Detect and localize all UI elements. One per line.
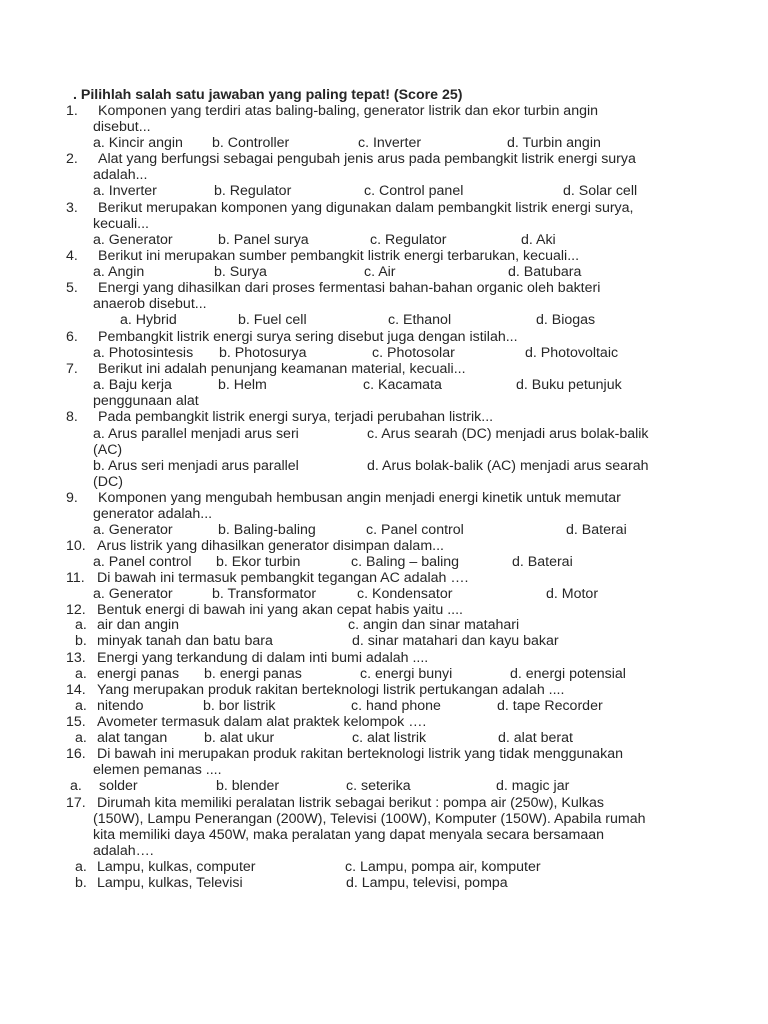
question-text: adalah….	[93, 843, 154, 859]
question-text: Di bawah ini merupakan produk rakitan berteknologi listrik yang tidak menggunakan	[97, 746, 624, 762]
option-a: a. Baju kerja	[93, 377, 172, 393]
option-a: a. Generator	[93, 232, 173, 248]
option-b: b. blender	[216, 778, 280, 794]
question-text: Berikut ini adalah penunjang keamanan material, kecuali...	[98, 361, 466, 377]
option-d: d. sinar matahari dan kayu bakar	[352, 633, 559, 649]
option-c: c. Kondensator	[357, 586, 453, 602]
option-c: c. Photosolar	[372, 345, 455, 361]
question-number: 13.	[66, 650, 86, 666]
option-c: c. angin dan sinar matahari	[348, 617, 520, 633]
question-number: 9.	[66, 490, 78, 506]
option-c: c. Arus searah (DC) menjadi arus bolak-balik	[367, 426, 649, 442]
question-text: Yang merupakan produk rakitan berteknologi listrik pertukangan adalah ....	[97, 682, 565, 698]
option-a: a. Inverter	[93, 183, 157, 199]
question-text: Bentuk energi di bawah ini yang akan cepat habis yaitu ....	[97, 602, 463, 618]
option-c: c. Air	[364, 264, 396, 280]
question-number: 14.	[66, 682, 86, 698]
option-b: b. energi panas	[204, 666, 302, 682]
option-b: b. Transformator	[212, 586, 317, 602]
question-number: 8.	[66, 409, 78, 425]
option-d: d. energi potensial	[510, 666, 626, 682]
option-a: a. Arus parallel menjadi arus seri	[93, 426, 299, 442]
section-header: . Pilihlah salah satu jawaban yang paling tepat! (Score 25)	[73, 87, 463, 103]
question-number: 17.	[66, 795, 86, 811]
option-c: c. energi bunyi	[360, 666, 453, 682]
option-b: Lampu, kulkas, Televisi	[97, 875, 243, 891]
question-text: Avometer termasuk dalam alat praktek kelompok ….	[97, 714, 427, 730]
option-a: solder	[99, 778, 138, 794]
option-letter: a.	[70, 778, 82, 794]
option-letter: a.	[75, 730, 87, 746]
question-text: kita memiliki daya 450W, maka peralatan yang dapat menyala secara bersamaan	[93, 827, 605, 843]
option-b: b. Fuel cell	[238, 312, 307, 328]
option-a: a. Panel control	[93, 554, 192, 570]
option-c: c. Regulator	[370, 232, 447, 248]
question-number: 5.	[66, 280, 78, 296]
question-text: kecuali...	[93, 216, 149, 232]
option-d: d. Solar cell	[563, 183, 638, 199]
option-a: a. Kincir angin	[93, 135, 183, 151]
option-b: b. alat ukur	[204, 730, 275, 746]
option-b: b. Ekor turbin	[216, 554, 301, 570]
option-b: b. bor listrik	[203, 698, 276, 714]
option-b: b. Surya	[214, 264, 267, 280]
option-c: c. hand phone	[351, 698, 441, 714]
option-d: d. Photovoltaic	[525, 345, 619, 361]
option-d: d. Aki	[521, 232, 556, 248]
option-c: c. Control panel	[364, 183, 464, 199]
option-b: b. Regulator	[214, 183, 292, 199]
question-text: Alat yang berfungsi sebagai pengubah jenis arus pada pembangkit listrik energi surya	[98, 151, 636, 167]
question-text: Arus listrik yang dihasilkan generator disimpan dalam...	[97, 538, 444, 554]
option-b: b. Baling-baling	[218, 522, 316, 538]
option-a: air dan angin	[97, 617, 180, 633]
question-number: 4.	[66, 248, 78, 264]
question-number: 7.	[66, 361, 78, 377]
option-c: c. Inverter	[358, 135, 422, 151]
question-text: elemen pemanas ....	[93, 762, 222, 778]
question-text: Pembangkit listrik energi surya sering disebut juga dengan istilah...	[98, 329, 518, 345]
option-c: c. Kacamata	[363, 377, 442, 393]
question-number: 10.	[66, 538, 86, 554]
question-text: Komponen yang terdiri atas baling-baling, generator listrik dan ekor turbin angin	[98, 103, 599, 119]
option-d: d. Buku petunjuk	[516, 377, 622, 393]
option-a: Lampu, kulkas, computer	[97, 859, 256, 875]
option-c-continued: (AC)	[93, 442, 123, 458]
option-c: c. Lampu, pompa air, komputer	[345, 859, 541, 875]
option-d: d. alat berat	[498, 730, 573, 746]
question-text: Berikut ini merupakan sumber pembangkit listrik energi terbarukan, kecuali...	[98, 248, 580, 264]
option-d: d. Lampu, televisi, pompa	[346, 875, 508, 891]
option-letter: a.	[75, 698, 87, 714]
question-text: adalah...	[93, 167, 148, 183]
question-text: (150W), Lampu Penerangan (200W), Televisi (100W), Komputer (150W). Apabila rumah	[93, 811, 646, 827]
option-d: d. magic jar	[496, 778, 570, 794]
option-d: d. Batubara	[508, 264, 582, 280]
option-c: c. alat listrik	[352, 730, 427, 746]
question-text: Energi yang terkandung di dalam inti bumi adalah ....	[97, 650, 429, 666]
question-text: disebut...	[93, 119, 151, 135]
option-a: energi panas	[97, 666, 180, 682]
option-a: a. Photosintesis	[93, 345, 194, 361]
option-c: c. Baling – baling	[351, 554, 460, 570]
question-number: 6.	[66, 329, 78, 345]
option-letter: b.	[75, 875, 87, 891]
option-b: minyak tanah dan batu bara	[97, 633, 273, 649]
question-number: 2.	[66, 151, 78, 167]
question-text: Pada pembangkit listrik energi surya, terjadi perubahan listrik...	[98, 409, 494, 425]
question-number: 12.	[66, 602, 86, 618]
option-b: b. Photosurya	[219, 345, 307, 361]
option-c: c. Ethanol	[388, 312, 452, 328]
question-text: Komponen yang mengubah hembusan angin menjadi energi kinetik untuk memutar	[98, 490, 621, 506]
question-text: Berikut merupakan komponen yang digunakan dalam pembangkit listrik energi surya,	[98, 200, 634, 216]
option-d: d. Biogas	[536, 312, 596, 328]
option-d: d. tape Recorder	[497, 698, 603, 714]
option-letter: a.	[75, 666, 87, 682]
option-a: a. Generator	[93, 522, 173, 538]
question-text: Di bawah ini termasuk pembangkit tegangan AC adalah ….	[97, 570, 469, 586]
option-b: b. Panel surya	[218, 232, 309, 248]
question-number: 3.	[66, 200, 78, 216]
option-c: c. seterika	[346, 778, 411, 794]
option-d: d. Motor	[546, 586, 599, 602]
question-text: Dirumah kita memiliki peralatan listrik sebagai berikut : pompa air (250w), Kulkas	[97, 795, 605, 811]
option-a: a. Angin	[93, 264, 145, 280]
option-letter: a.	[75, 617, 87, 633]
option-c: c. Panel control	[366, 522, 464, 538]
option-d: d. Turbin angin	[507, 135, 601, 151]
option-d-continued: penggunaan alat	[93, 393, 199, 409]
option-d: d. Arus bolak-balik (AC) menjadi arus searah	[367, 458, 649, 474]
question-number: 16.	[66, 746, 86, 762]
option-a: a. Hybrid	[120, 312, 177, 328]
question-number: 1.	[66, 103, 78, 119]
question-text: generator adalah...	[93, 506, 213, 522]
option-d: d. Baterai	[512, 554, 573, 570]
option-letter: b.	[75, 633, 87, 649]
option-b: b. Helm	[218, 377, 267, 393]
option-a: nitendo	[97, 698, 144, 714]
option-b: b. Arus seri menjadi arus parallel	[93, 458, 299, 474]
option-b: b. Controller	[212, 135, 290, 151]
question-number: 15.	[66, 714, 86, 730]
option-letter: a.	[75, 859, 87, 875]
option-d: d. Baterai	[566, 522, 627, 538]
question-text: anaerob disebut...	[93, 296, 207, 312]
option-a: a. Generator	[93, 586, 173, 602]
question-number: 11.	[66, 570, 85, 586]
question-text: Energi yang dihasilkan dari proses fermentasi bahan-bahan organic oleh bakteri	[98, 280, 601, 296]
option-a: alat tangan	[97, 730, 168, 746]
option-d-continued: (DC)	[93, 474, 123, 490]
